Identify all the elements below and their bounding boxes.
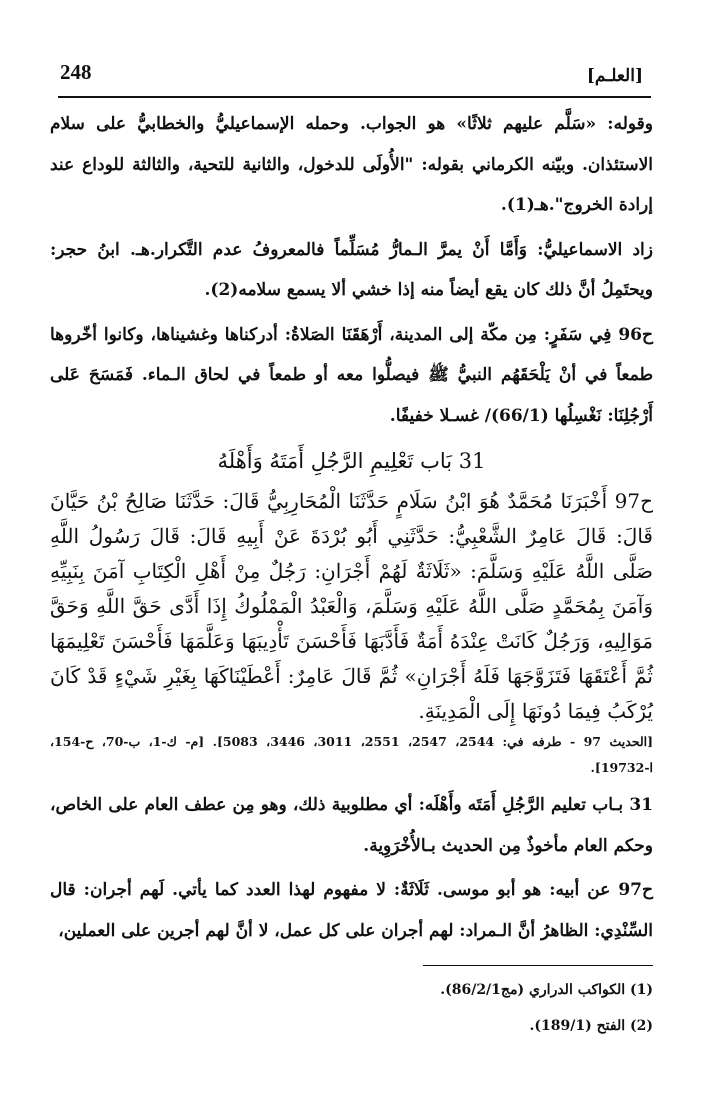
footnotes xyxy=(50,972,653,1044)
footnote-2: (2) الفتح (189/1). xyxy=(529,1018,653,1034)
main-text xyxy=(50,104,653,955)
commentary-paragraph-5: ح97 عن أبيه: هو أبو موسى. ثَلَاثَةٌ: لا مفهوم لهذا العدد كما يأتي. لَهم أجران: قال السِّنْدِي: الظاهرُ أنَّ الـمراد: لهم أجران على كل عمل، لا أنَّ لهم أجرين على العملين، xyxy=(50,880,653,941)
commentary-paragraph-4: 31 بـاب تعليم الرَّجُلِ أَمَتَه وأَهْلَه: أي مطلوبية ذلك، وهو مِن عطف العام على الخاص، وحكم العام مأخوذٌ مِن الحديث بـالأُخْرَوِية. xyxy=(50,795,653,856)
page-number: 248 xyxy=(60,60,92,84)
section-tag: [العلـم] xyxy=(586,66,643,86)
hadith-text: ح97 أَخْبَرَنَا مُحَمَّدٌ هُوَ ابْنُ سَلَامٍ حَدَّثَنَا الْمُحَارِبِيُّ قَالَ: حَدَّثَنَا صَالِحُ بْنُ حَيَّانَ قَالَ: قَالَ عَامِرٌ الشَّعْبِيُّ: حَدَّثَنِي أَبُو بُرْدَةَ عَنْ أَبِيهِ قَالَ: قَالَ رَسُولُ اللَّهِ صَلَّى اللَّهُ عَلَيْهِ وَسَلَّمَ: «ثَلَاثَةٌ لَهُمْ أَجْرَانِ: رَجُلٌ مِنْ أَهْلِ الْكِتَابِ آمَنَ بِنَبِيِّهِ وَآمَنَ بِمُحَمَّدٍ صَلَّى اللَّهُ عَلَيْهِ وَسَلَّمَ، وَالْعَبْدُ الْمَمْلُوكُ إِذَا أَدَّى حَقَّ اللَّهِ وَحَقَّ مَوَالِيهِ، وَرَجُلٌ كَانَتْ عِنْدَهُ أَمَةٌ فَأَدَّبَهَا فَأَحْسَنَ تَأْدِيبَهَا وَعَلَّمَهَا فَأَحْسَنَ تَعْلِيمَهَا ثُمَّ أَعْتَقَهَا فَتَزَوَّجَهَا فَلَهُ أَجْرَانِ» ثُمَّ قَالَ عَامِرٌ: أَعْطَيْنَاكَهَا بِغَيْرِ شَيْءٍ قَدْ كَانَ يُرْكَبُ فِيمَا دُونَهَا إِلَى الْمَدِينَةِ. xyxy=(50,489,653,723)
header-rule xyxy=(58,96,651,98)
commentary-paragraph-2: زاد الاسماعيليُّ: وَأَمَّا أَنْ يمرَّ الـمارُّ مُسَلِّماً فالمعروفُ عدم التَّكرار.هـ. ابنُ حجر: ويحتَمِلُ أنَّ ذلك كان يقع أيضاً منه إذا خشي ألا يسمع سلامه(2). xyxy=(50,239,653,300)
page-header xyxy=(60,52,643,92)
commentary-paragraph-3: ح96 فِي سَفَرٍ: مِن مكّة إلى المدينة، أَرْهَقَنَا الصَلاةُ: أدركناها وغشيناها، وكانوا أخّروها طمعاً في أنْ يَلْحَقَهُم النبيُّ ﷺ فيصلُّوا معه أو طمعاً في لحاق الـماء. فَمَسَحَ عَلى أَرْجُلِنَا: نَغْسِلُها (66/1)/ غسـلا خفيفًا. xyxy=(50,324,653,426)
commentary-paragraph-1: وقوله: «سَلَّم عليهم ثلاثًا» هو الجواب. وحمله الإسماعيليُّ والخطابيُّ على سلام الاستئذان. وبيّنه الكرماني بقوله: "الأُولَى للدخول، والثانية للتحية، والثالثة للوداع عند إرادة الخروج".هـ(1). xyxy=(50,114,653,215)
footnote-rule xyxy=(423,965,653,966)
hadith-references: [الحديث 97 - طرفه في: 2544، 2547، 2551، 3011، 3446، 5083]. [م- ك-1، ب-70، ح-154، ا-19732]. xyxy=(50,734,654,775)
chapter-heading: 31 بَاب تَعْلِيمِ الرَّجُلِ أَمَتَهُ وَأَهْلَهُ xyxy=(217,449,486,473)
footnote-1: (1) الكواكب الدراري (مج86/2/1). xyxy=(440,982,653,998)
